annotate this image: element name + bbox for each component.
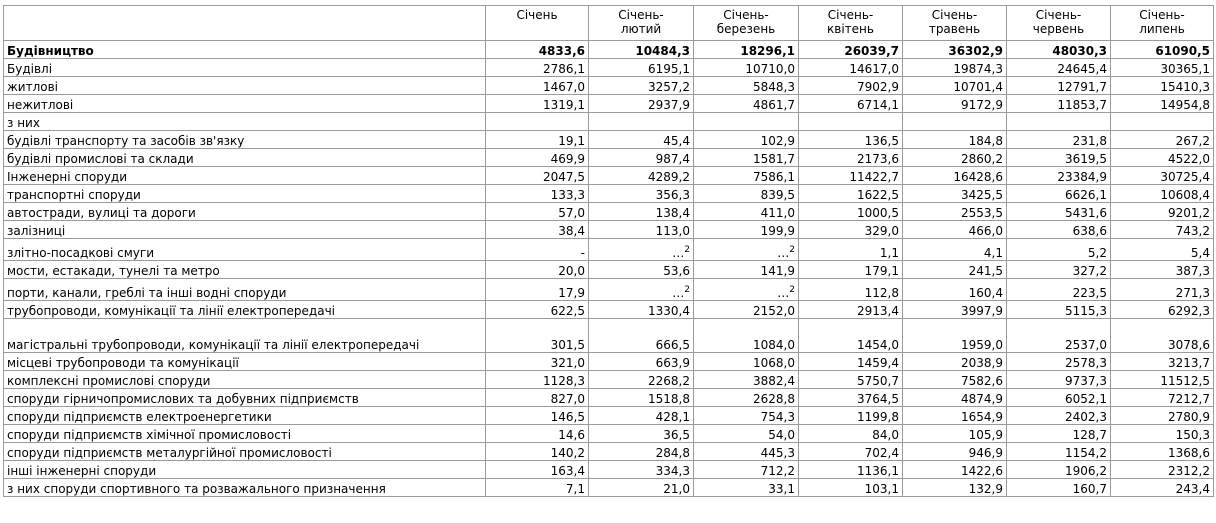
value-cell: 1084,0 (694, 319, 799, 353)
row-label: споруди підприємств електроенергетики (4, 407, 486, 425)
value-cell: 5431,6 (1007, 203, 1111, 221)
value-cell: 20,0 (486, 261, 589, 279)
table-row (4, 203, 1214, 221)
value-cell: 243,4 (1111, 479, 1214, 497)
value-cell: 105,9 (903, 425, 1007, 443)
value-cell: 428,1 (589, 407, 694, 425)
value-cell: 33,1 (694, 479, 799, 497)
construction-table (3, 5, 1214, 497)
value-cell: 23384,9 (1007, 167, 1111, 185)
row-label: мости, естакади, тунелі та метро (4, 261, 486, 279)
value-cell (903, 113, 1007, 131)
value-cell: 17,9 (486, 279, 589, 301)
row-label: Інженерні споруди (4, 167, 486, 185)
row-label: споруди підприємств металургійної промисловості (4, 443, 486, 461)
column-header: Січень- березень (694, 6, 799, 41)
value-cell: 9737,3 (1007, 371, 1111, 389)
value-cell: 10484,3 (589, 41, 694, 59)
value-cell: 102,9 (694, 131, 799, 149)
value-cell: 3619,5 (1007, 149, 1111, 167)
value-cell (694, 113, 799, 131)
value-cell: 329,0 (799, 221, 903, 239)
table-row (4, 389, 1214, 407)
value-cell: 54,0 (694, 425, 799, 443)
value-cell: 10701,4 (903, 77, 1007, 95)
value-cell: 334,3 (589, 461, 694, 479)
row-label: Будівництво (4, 41, 486, 59)
value-cell: 2268,2 (589, 371, 694, 389)
value-cell: …$^2$ (589, 239, 694, 261)
value-cell: 146,5 (486, 407, 589, 425)
value-cell: 11422,7 (799, 167, 903, 185)
value-cell: 666,5 (589, 319, 694, 353)
value-cell: 1330,4 (589, 301, 694, 319)
value-cell: 1518,8 (589, 389, 694, 407)
value-cell: 160,7 (1007, 479, 1111, 497)
value-cell: 184,8 (903, 131, 1007, 149)
value-cell: 2038,9 (903, 353, 1007, 371)
value-cell: 1581,7 (694, 149, 799, 167)
value-cell: 57,0 (486, 203, 589, 221)
value-cell: 4,1 (903, 239, 1007, 261)
table-body (4, 41, 1214, 497)
value-cell: 5,2 (1007, 239, 1111, 261)
table-row (4, 113, 1214, 131)
row-label: Будівлі (4, 59, 486, 77)
table-row (4, 167, 1214, 185)
table-row (4, 239, 1214, 261)
value-cell: 231,8 (1007, 131, 1111, 149)
table-row (4, 261, 1214, 279)
value-cell: 7586,1 (694, 167, 799, 185)
value-cell: 1622,5 (799, 185, 903, 203)
value-cell: 150,3 (1111, 425, 1214, 443)
value-cell: 38,4 (486, 221, 589, 239)
value-cell: 9201,2 (1111, 203, 1214, 221)
table-row (4, 407, 1214, 425)
value-cell: …$^2$ (589, 279, 694, 301)
value-cell: 3882,4 (694, 371, 799, 389)
value-cell: 45,4 (589, 131, 694, 149)
value-cell: 103,1 (799, 479, 903, 497)
value-cell: 2553,5 (903, 203, 1007, 221)
row-label: будівлі промислові та склади (4, 149, 486, 167)
value-cell: 663,9 (589, 353, 694, 371)
value-cell: 26039,7 (799, 41, 903, 59)
value-cell (486, 113, 589, 131)
value-cell: 411,0 (694, 203, 799, 221)
value-cell: 301,5 (486, 319, 589, 353)
value-cell: 469,9 (486, 149, 589, 167)
value-cell: 3078,6 (1111, 319, 1214, 353)
row-label: з них (4, 113, 486, 131)
value-cell: 1319,1 (486, 95, 589, 113)
value-cell: 48030,3 (1007, 41, 1111, 59)
value-cell: 10710,0 (694, 59, 799, 77)
value-cell: 1068,0 (694, 353, 799, 371)
value-cell: …$^2$ (694, 239, 799, 261)
value-cell: 4861,7 (694, 95, 799, 113)
value-cell: 160,4 (903, 279, 1007, 301)
value-cell: 138,4 (589, 203, 694, 221)
value-cell: 839,5 (694, 185, 799, 203)
value-cell: 21,0 (589, 479, 694, 497)
value-cell: 9172,9 (903, 95, 1007, 113)
value-cell: 3213,7 (1111, 353, 1214, 371)
row-label: будівлі транспорту та засобів зв'язку (4, 131, 486, 149)
value-cell: 16428,6 (903, 167, 1007, 185)
value-cell: 163,4 (486, 461, 589, 479)
value-cell: 1199,8 (799, 407, 903, 425)
row-label: транспортні споруди (4, 185, 486, 203)
value-cell: 327,2 (1007, 261, 1111, 279)
value-cell: 2402,3 (1007, 407, 1111, 425)
value-cell: 1136,1 (799, 461, 903, 479)
value-cell: 199,9 (694, 221, 799, 239)
value-cell: 112,8 (799, 279, 903, 301)
value-cell: 241,5 (903, 261, 1007, 279)
value-cell: 1454,0 (799, 319, 903, 353)
value-cell: 2628,8 (694, 389, 799, 407)
row-label: нежитлові (4, 95, 486, 113)
value-cell: 1128,3 (486, 371, 589, 389)
value-cell: 19874,3 (903, 59, 1007, 77)
value-cell: 712,2 (694, 461, 799, 479)
value-cell: 2786,1 (486, 59, 589, 77)
value-cell: 7582,6 (903, 371, 1007, 389)
column-header: Січень- червень (1007, 6, 1111, 41)
value-cell: 14617,0 (799, 59, 903, 77)
value-cell: 2312,2 (1111, 461, 1214, 479)
value-cell: 321,0 (486, 353, 589, 371)
value-cell: 7212,7 (1111, 389, 1214, 407)
value-cell: 754,3 (694, 407, 799, 425)
value-cell: 113,0 (589, 221, 694, 239)
value-cell: 946,9 (903, 443, 1007, 461)
table-row (4, 41, 1214, 59)
row-label: автостради, вулиці та дороги (4, 203, 486, 221)
value-cell: 4874,9 (903, 389, 1007, 407)
table-row (4, 95, 1214, 113)
value-cell: 24645,4 (1007, 59, 1111, 77)
value-cell: 53,6 (589, 261, 694, 279)
value-cell: 30725,4 (1111, 167, 1214, 185)
row-label: трубопроводи, комунікації та лінії електропередачі (4, 301, 486, 319)
value-cell: 2537,0 (1007, 319, 1111, 353)
column-header: Січень- травень (903, 6, 1007, 41)
table-row (4, 461, 1214, 479)
value-cell: 4289,2 (589, 167, 694, 185)
table-row (4, 59, 1214, 77)
value-cell: 6292,3 (1111, 301, 1214, 319)
value-cell: …$^2$ (694, 279, 799, 301)
value-cell: 6052,1 (1007, 389, 1111, 407)
value-cell: 2578,3 (1007, 353, 1111, 371)
value-cell: 1422,6 (903, 461, 1007, 479)
column-header: Січень- липень (1111, 6, 1214, 41)
value-cell: 7,1 (486, 479, 589, 497)
value-cell: 11512,5 (1111, 371, 1214, 389)
value-cell: 267,2 (1111, 131, 1214, 149)
value-cell: 10608,4 (1111, 185, 1214, 203)
value-cell: 1654,9 (903, 407, 1007, 425)
value-cell: 1467,0 (486, 77, 589, 95)
value-cell: - (486, 239, 589, 261)
row-label: споруди гірничопромислових та добувних підприємств (4, 389, 486, 407)
value-cell: 5750,7 (799, 371, 903, 389)
value-cell: 743,2 (1111, 221, 1214, 239)
value-cell: 1154,2 (1007, 443, 1111, 461)
value-cell: 702,4 (799, 443, 903, 461)
value-cell: 2860,2 (903, 149, 1007, 167)
row-label: споруди підприємств хімічної промисловості (4, 425, 486, 443)
value-cell: 36302,9 (903, 41, 1007, 59)
table-row (4, 371, 1214, 389)
value-cell: 19,1 (486, 131, 589, 149)
table-row (4, 301, 1214, 319)
column-header: Січень- квітень (799, 6, 903, 41)
value-cell: 387,3 (1111, 261, 1214, 279)
table-row (4, 479, 1214, 497)
header-label-cell (4, 6, 486, 41)
value-cell: 5,4 (1111, 239, 1214, 261)
table-row (4, 77, 1214, 95)
table-row (4, 221, 1214, 239)
value-cell: 2152,0 (694, 301, 799, 319)
table-row (4, 353, 1214, 371)
value-cell: 271,3 (1111, 279, 1214, 301)
value-cell: 84,0 (799, 425, 903, 443)
row-label: залізниці (4, 221, 486, 239)
value-cell: 12791,7 (1007, 77, 1111, 95)
row-label: порти, канали, греблі та інші водні споруди (4, 279, 486, 301)
row-label: магістральні трубопроводи, комунікації та лінії електропередачі (4, 319, 486, 353)
value-cell: 1000,5 (799, 203, 903, 221)
row-label: з них споруди спортивного та розважального призначення (4, 479, 486, 497)
value-cell: 3257,2 (589, 77, 694, 95)
value-cell: 1,1 (799, 239, 903, 261)
column-header: Січень (486, 6, 589, 41)
value-cell: 466,0 (903, 221, 1007, 239)
value-cell: 140,2 (486, 443, 589, 461)
header-row (4, 6, 1214, 41)
value-cell (1111, 113, 1214, 131)
value-cell: 827,0 (486, 389, 589, 407)
row-label: місцеві трубопроводи та комунікації (4, 353, 486, 371)
value-cell: 987,4 (589, 149, 694, 167)
value-cell: 136,5 (799, 131, 903, 149)
value-cell: 6626,1 (1007, 185, 1111, 203)
row-label: злітно-посадкові смуги (4, 239, 486, 261)
value-cell: 356,3 (589, 185, 694, 203)
value-cell: 1459,4 (799, 353, 903, 371)
value-cell: 2937,9 (589, 95, 694, 113)
value-cell: 284,8 (589, 443, 694, 461)
value-cell: 638,6 (1007, 221, 1111, 239)
value-cell: 3997,9 (903, 301, 1007, 319)
value-cell: 2913,4 (799, 301, 903, 319)
value-cell: 2780,9 (1111, 407, 1214, 425)
value-cell: 14954,8 (1111, 95, 1214, 113)
value-cell (799, 113, 903, 131)
table-row (4, 131, 1214, 149)
value-cell: 15410,3 (1111, 77, 1214, 95)
value-cell: 6714,1 (799, 95, 903, 113)
value-cell: 3425,5 (903, 185, 1007, 203)
value-cell: 11853,7 (1007, 95, 1111, 113)
value-cell: 14,6 (486, 425, 589, 443)
column-header: Січень- лютий (589, 6, 694, 41)
value-cell: 141,9 (694, 261, 799, 279)
value-cell: 7902,9 (799, 77, 903, 95)
value-cell: 2047,5 (486, 167, 589, 185)
table-row (4, 425, 1214, 443)
value-cell: 30365,1 (1111, 59, 1214, 77)
value-cell: 36,5 (589, 425, 694, 443)
value-cell (1007, 113, 1111, 131)
table-row (4, 443, 1214, 461)
value-cell: 4833,6 (486, 41, 589, 59)
table-row (4, 185, 1214, 203)
value-cell: 5848,3 (694, 77, 799, 95)
value-cell: 223,5 (1007, 279, 1111, 301)
value-cell: 1959,0 (903, 319, 1007, 353)
table-row (4, 149, 1214, 167)
row-label: комплексні промислові споруди (4, 371, 486, 389)
value-cell: 6195,1 (589, 59, 694, 77)
table-row (4, 319, 1214, 353)
row-label: житлові (4, 77, 486, 95)
value-cell (589, 113, 694, 131)
value-cell: 4522,0 (1111, 149, 1214, 167)
value-cell: 3764,5 (799, 389, 903, 407)
value-cell: 2173,6 (799, 149, 903, 167)
value-cell: 445,3 (694, 443, 799, 461)
value-cell: 128,7 (1007, 425, 1111, 443)
value-cell: 622,5 (486, 301, 589, 319)
value-cell: 18296,1 (694, 41, 799, 59)
value-cell: 61090,5 (1111, 41, 1214, 59)
value-cell: 132,9 (903, 479, 1007, 497)
row-label: інші інженерні споруди (4, 461, 486, 479)
value-cell: 179,1 (799, 261, 903, 279)
value-cell: 1368,6 (1111, 443, 1214, 461)
value-cell: 5115,3 (1007, 301, 1111, 319)
value-cell: 133,3 (486, 185, 589, 203)
table-row (4, 279, 1214, 301)
value-cell: 1906,2 (1007, 461, 1111, 479)
